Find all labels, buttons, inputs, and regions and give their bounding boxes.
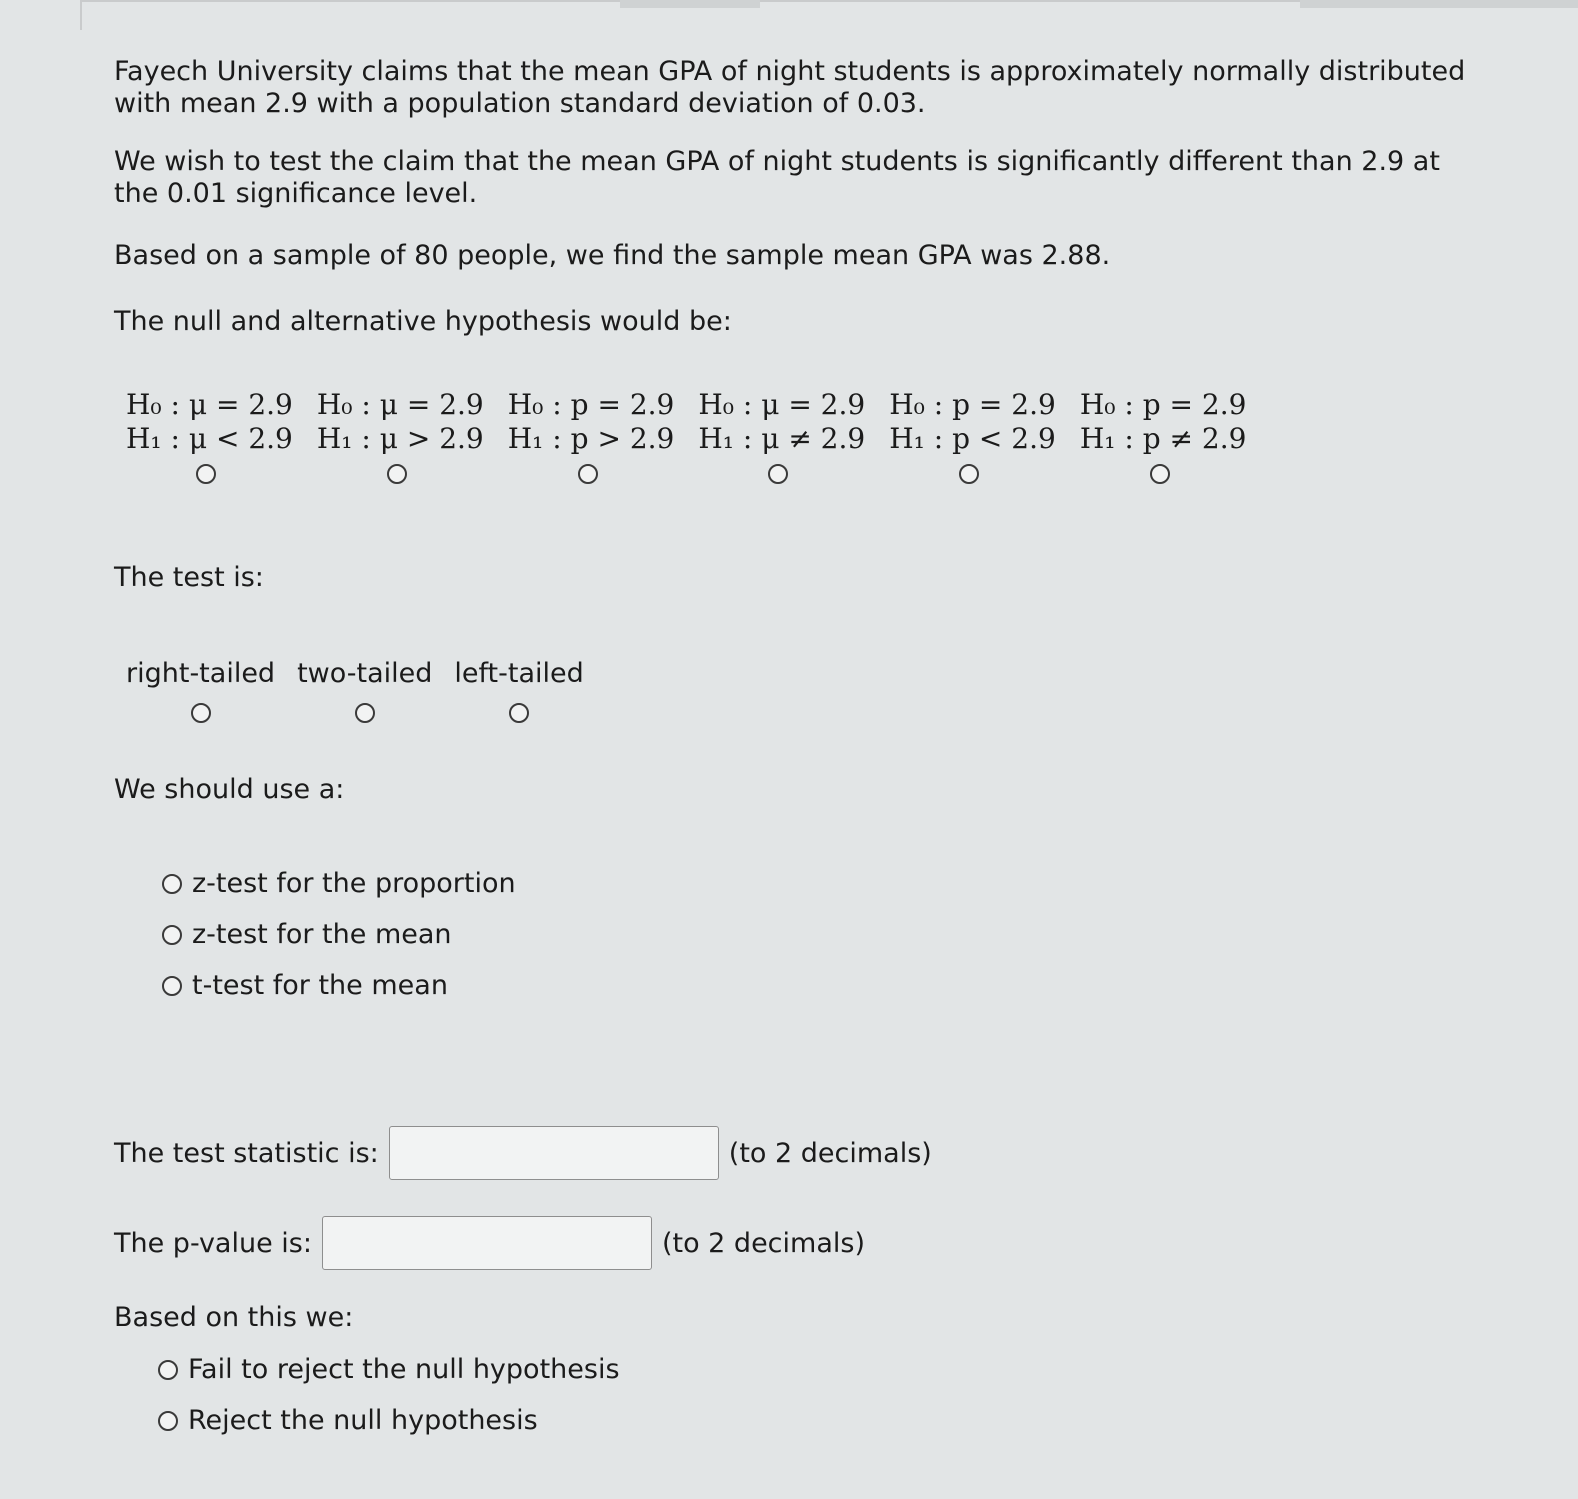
test-statistic-hint: (to 2 decimals) [728, 1137, 932, 1169]
test-choice-prompt: We should use a: [114, 774, 345, 805]
p-value-row [114, 1216, 865, 1270]
test-option[interactable] [162, 909, 516, 960]
test-option-label: z-test for the proportion [192, 868, 516, 899]
test-type-prompt: The test is: [114, 562, 264, 593]
null-hypothesis: H₀ : μ = 2.9 [126, 388, 293, 421]
test-radio[interactable] [162, 925, 182, 945]
test-statistic-input[interactable] [389, 1126, 719, 1180]
test-type-options [126, 658, 606, 723]
tail-option-two[interactable] [297, 658, 432, 723]
tail-option-label: two-tailed [297, 658, 433, 689]
hypothesis-option[interactable] [698, 388, 889, 456]
hypothesis-options [126, 388, 1270, 456]
tail-option-right[interactable] [126, 658, 275, 723]
test-option[interactable] [162, 960, 516, 1011]
hypothesis-option[interactable] [508, 388, 699, 456]
test-radio[interactable] [162, 874, 182, 894]
test-option-label: z-test for the mean [192, 919, 452, 950]
hypothesis-radio[interactable] [387, 464, 407, 484]
null-hypothesis: H₀ : p = 2.9 [1079, 388, 1247, 421]
conclusion-options [158, 1344, 620, 1446]
tab-stub [620, 0, 760, 8]
tail-option-label: left-tailed [454, 658, 584, 689]
hypothesis-radio[interactable] [578, 464, 598, 484]
tab-stub [1300, 0, 1578, 8]
hypothesis-prompt: The null and alternative hypothesis would be: [114, 306, 732, 337]
tail-radio[interactable] [355, 703, 375, 723]
null-hypothesis: H₀ : p = 2.9 [889, 388, 1056, 421]
hypothesis-option[interactable] [126, 388, 317, 456]
null-hypothesis: H₀ : μ = 2.9 [316, 388, 484, 421]
alternative-hypothesis: H₁ : p < 2.9 [889, 422, 1056, 455]
tail-option-left[interactable] [454, 658, 583, 723]
p-value-input[interactable] [322, 1216, 652, 1270]
test-statistic-row [114, 1126, 932, 1180]
test-radio[interactable] [162, 976, 182, 996]
tail-option-label: right-tailed [126, 658, 276, 689]
null-hypothesis: H₀ : μ = 2.9 [698, 388, 866, 421]
hypothesis-radio[interactable] [768, 464, 788, 484]
test-option[interactable] [162, 858, 516, 909]
null-hypothesis: H₀ : p = 2.9 [507, 388, 675, 421]
test-choice-options [162, 858, 516, 1011]
alternative-hypothesis: H₁ : p > 2.9 [507, 422, 675, 455]
alternative-hypothesis: H₁ : p ≠ 2.9 [1079, 422, 1247, 455]
hypothesis-radio[interactable] [1150, 464, 1170, 484]
conclusion-radio[interactable] [158, 1360, 178, 1380]
conclusion-option-label: Reject the null hypothesis [188, 1405, 538, 1436]
conclusion-radio[interactable] [158, 1411, 178, 1431]
alternative-hypothesis: H₁ : μ > 2.9 [316, 422, 484, 455]
hypothesis-radio[interactable] [959, 464, 979, 484]
conclusion-prompt: Based on this we: [114, 1302, 354, 1333]
sample-statement: Based on a sample of 80 people, we find the sample mean GPA was 2.88. [114, 240, 1111, 271]
hypothesis-option[interactable] [889, 388, 1080, 456]
p-value-label: The p-value is: [114, 1227, 312, 1259]
alternative-hypothesis: H₁ : μ < 2.9 [126, 422, 293, 455]
hypothesis-option[interactable] [317, 388, 508, 456]
claim-statement: We wish to test the claim that the mean GPA of night students is significantly different than 2.9 at the 0.01 significance level. [114, 146, 1440, 209]
conclusion-option[interactable] [158, 1395, 620, 1446]
p-value-hint: (to 2 decimals) [661, 1227, 865, 1259]
test-option-label: t-test for the mean [192, 970, 448, 1001]
tail-radio[interactable] [191, 703, 211, 723]
conclusion-option-label: Fail to reject the null hypothesis [188, 1354, 620, 1385]
hypothesis-radio[interactable] [196, 464, 216, 484]
alternative-hypothesis: H₁ : μ ≠ 2.9 [698, 422, 866, 455]
hypothesis-option[interactable] [1080, 388, 1271, 456]
test-statistic-label: The test statistic is: [114, 1137, 379, 1169]
conclusion-option[interactable] [158, 1344, 620, 1395]
tail-radio[interactable] [509, 703, 529, 723]
problem-statement: Fayech University claims that the mean GPA of night students is approximately normally distributed with mean 2.9 with a population standard deviation of 0.03. [114, 56, 1466, 119]
